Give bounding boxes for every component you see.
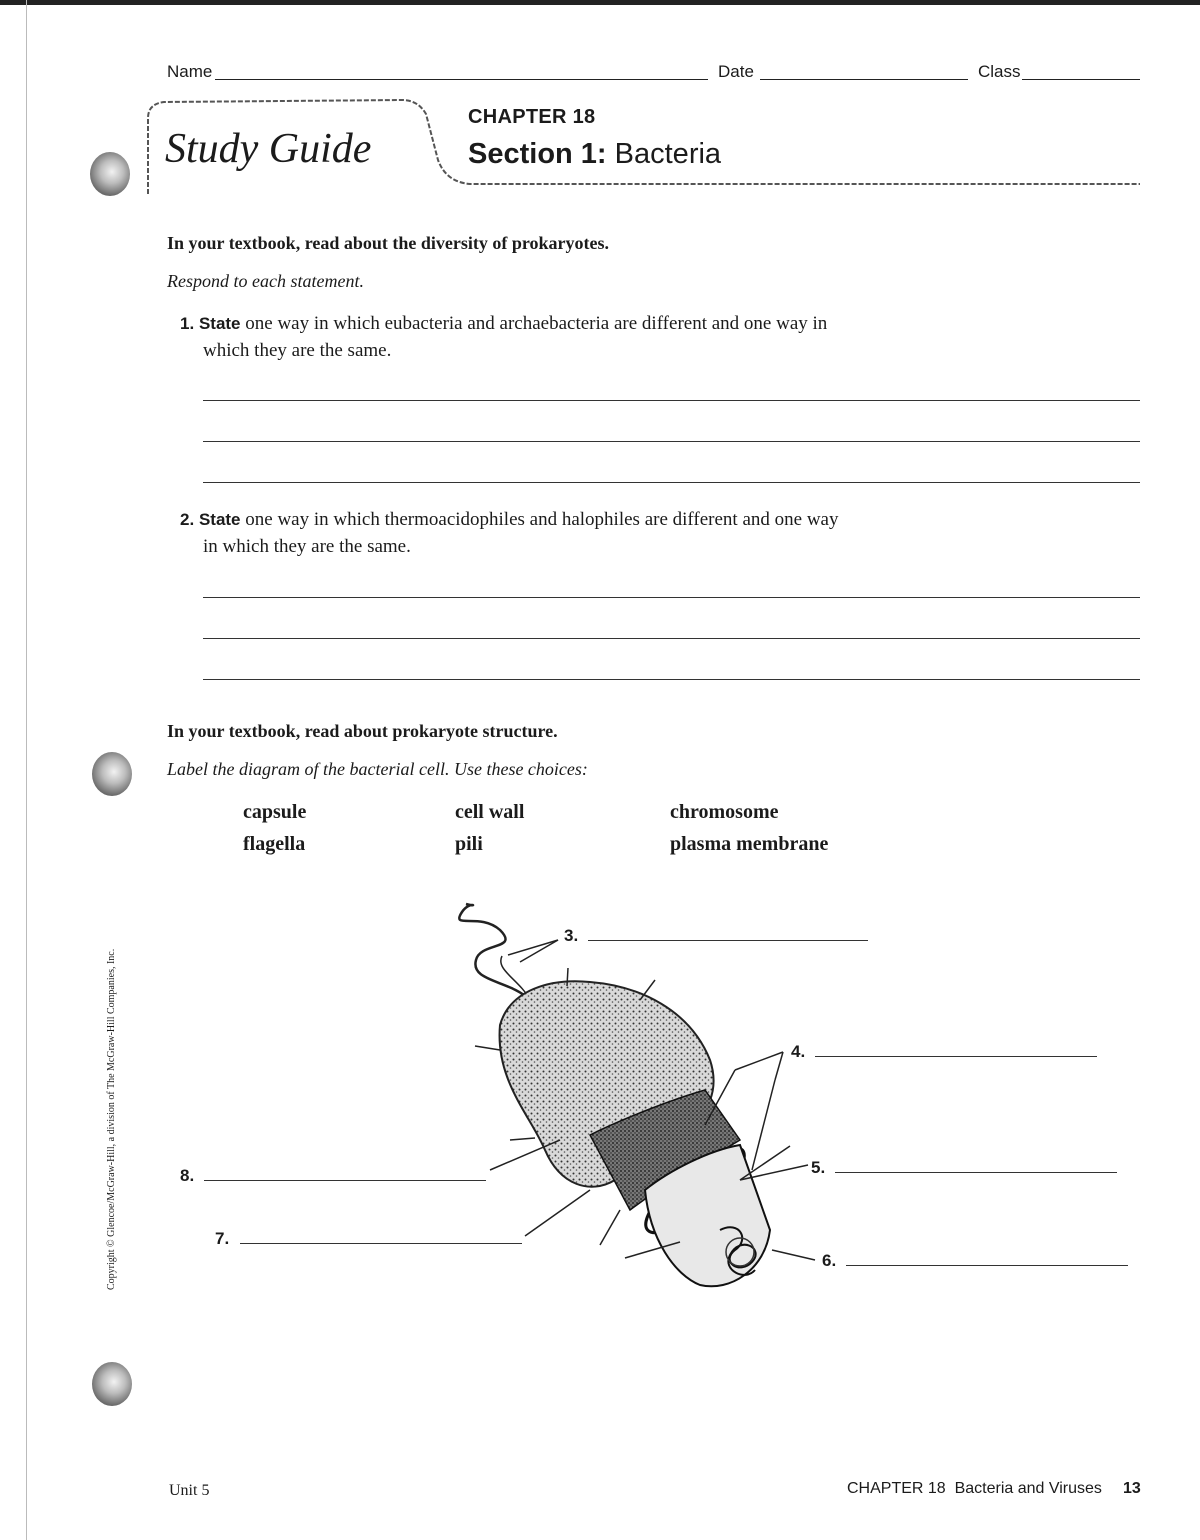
label-5-blank[interactable] <box>835 1172 1117 1173</box>
part1-instruction: In your textbook, read about the diversity of prokaryotes. <box>167 233 610 253</box>
label-8-number: 8. <box>180 1166 195 1185</box>
question-2-line2: in which they are the same. <box>203 536 411 557</box>
label-5-number: 5. <box>811 1158 826 1177</box>
label-4-blank[interactable] <box>815 1056 1097 1057</box>
footer-unit: Unit 5 <box>169 1482 210 1499</box>
choice-chromosome: chromosome <box>670 801 779 823</box>
name-label: Name <box>167 62 213 81</box>
class-label: Class <box>978 62 1021 81</box>
part2-direction: Label the diagram of the bacterial cell. Use these choices: <box>167 759 588 779</box>
copyright-notice: Copyright © Glencoe/McGraw-Hill, a division of The McGraw-Hill Companies, Inc. <box>106 948 117 1290</box>
footer-chapter: CHAPTER 18 Bacteria and Viruses <box>847 1480 1102 1497</box>
question-2-text: one way in which thermoacidophiles and halophiles are different and one way <box>240 509 839 530</box>
question-1-number: 1. <box>180 314 195 333</box>
part2-instruction: In your textbook, read about prokaryote structure. <box>167 721 558 741</box>
choice-cell-wall: cell wall <box>455 801 525 823</box>
label-7-number: 7. <box>215 1229 230 1248</box>
study-guide-title: Study Guide <box>165 126 372 172</box>
question-2-number: 2. <box>180 510 195 529</box>
part1-direction: Respond to each statement. <box>167 271 364 291</box>
label-4-number: 4. <box>791 1042 806 1061</box>
label-6-blank[interactable] <box>846 1265 1128 1266</box>
label-8-blank[interactable] <box>204 1180 486 1181</box>
chapter-label: CHAPTER 18 <box>468 106 596 128</box>
label-7-blank[interactable] <box>240 1243 522 1244</box>
section-title: Bacteria <box>614 138 722 170</box>
page-number: 13 <box>1123 1480 1141 1497</box>
question-1-line2: which they are the same. <box>203 340 392 361</box>
label-3-number: 3. <box>564 926 579 945</box>
question-1-text: one way in which eubacteria and archaebacteria are different and one way in <box>240 313 828 334</box>
choice-flagella: flagella <box>243 833 306 855</box>
choice-plasma-membrane: plasma membrane <box>670 833 829 855</box>
question-2-verb: State <box>198 510 241 529</box>
date-label: Date <box>718 62 754 81</box>
choice-capsule: capsule <box>243 801 307 823</box>
section-prefix: Section 1: <box>468 138 607 170</box>
label-3-blank[interactable] <box>588 940 868 941</box>
question-1-verb: State <box>198 314 241 333</box>
choice-pili: pili <box>455 833 483 855</box>
label-6-number: 6. <box>822 1251 837 1270</box>
